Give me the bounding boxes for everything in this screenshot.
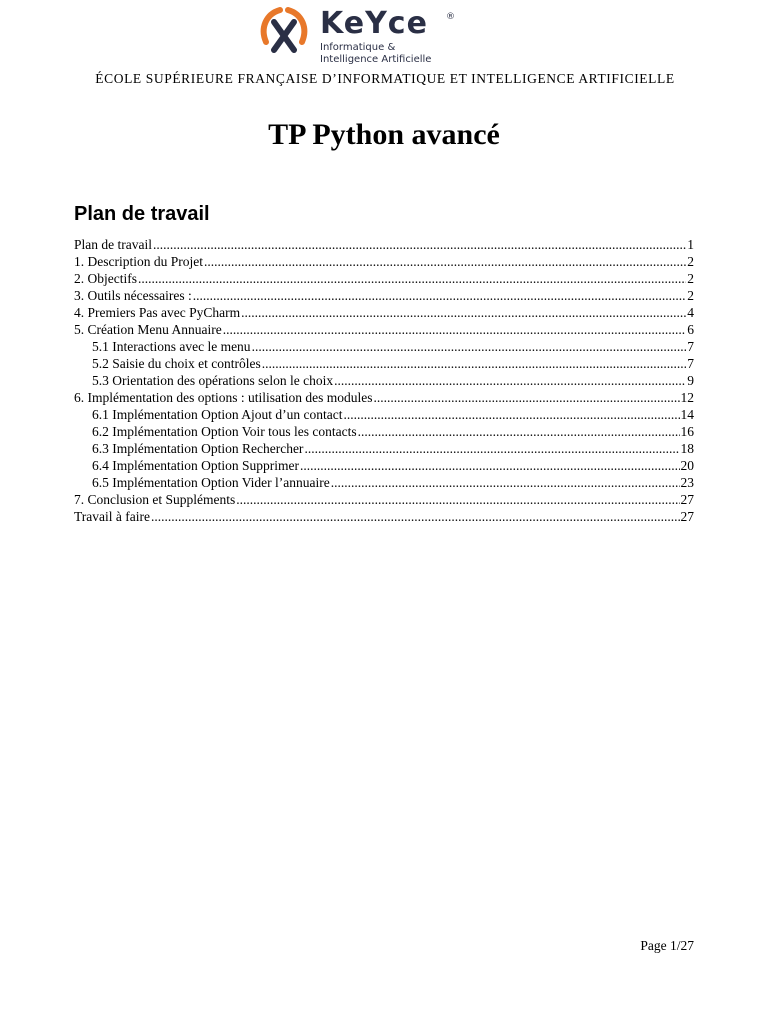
toc-entry[interactable]	[74, 287, 694, 304]
toc-entry-label: 6. Implémentation des options : utilisation des modules	[74, 390, 373, 405]
toc-entry[interactable]	[74, 474, 694, 491]
toc-leader-dots	[193, 287, 687, 304]
toc-entry[interactable]	[74, 423, 694, 440]
toc-leader-dots	[373, 389, 679, 406]
toc-entry-label: Travail à faire	[74, 509, 150, 524]
toc-entry-page: 9	[687, 373, 694, 388]
toc-leader-dots	[343, 406, 679, 423]
toc-leader-dots	[236, 491, 679, 508]
toc-entry[interactable]	[74, 372, 694, 389]
keyce-logo	[254, 6, 494, 66]
toc-entry[interactable]	[74, 355, 694, 372]
toc-entry-label: 5.1 Interactions avec le menu	[92, 339, 251, 354]
toc-leader-dots	[153, 236, 686, 253]
toc-entry[interactable]	[74, 491, 694, 508]
toc-leader-dots	[138, 270, 686, 287]
toc-entry-page: 6	[687, 322, 694, 337]
school-name: ÉCOLE SUPÉRIEURE FRANÇAISE D’INFORMATIQUE ET INTELLIGENCE ARTIFICIELLE	[95, 71, 675, 86]
toc-entry[interactable]	[74, 406, 694, 423]
toc-entry-page: 1	[687, 237, 694, 252]
logo-brand: KeYce	[320, 6, 428, 41]
page-number: Page 1/27	[640, 938, 694, 953]
toc-leader-dots	[223, 321, 687, 338]
toc-leader-dots	[262, 355, 687, 372]
toc-leader-dots	[151, 508, 680, 525]
toc-leader-dots	[358, 423, 680, 440]
toc-entry[interactable]	[74, 270, 694, 287]
toc-entry-label: 6.2 Implémentation Option Voir tous les contacts	[92, 424, 357, 439]
document-title: TP Python avancé	[268, 118, 500, 151]
toc-entry-label: 4. Premiers Pas avec PyCharm	[74, 305, 241, 320]
toc-entry-page: 20	[680, 458, 694, 473]
toc-entry-label: 6.1 Implémentation Option Ajout d’un contact	[92, 407, 343, 422]
toc-entry-label: 6.5 Implémentation Option Vider l’annuaire	[92, 475, 330, 490]
toc-entry[interactable]	[74, 440, 694, 457]
toc-entry-label: Plan de travail	[74, 237, 152, 252]
toc-leader-dots	[300, 457, 680, 474]
toc-entry-page: 7	[687, 339, 694, 354]
toc-entry-label: 6.3 Implémentation Option Rechercher	[92, 441, 304, 456]
toc-entry-page: 27	[680, 509, 694, 524]
toc-entry-label: 7. Conclusion et Suppléments	[74, 492, 236, 507]
registered-mark: ®	[446, 12, 455, 22]
toc-entry-page: 18	[680, 441, 694, 456]
toc-entry-page: 2	[687, 271, 694, 286]
toc-entry-page: 4	[687, 305, 694, 320]
toc-entry[interactable]	[74, 236, 694, 253]
toc-entry[interactable]	[74, 253, 694, 270]
toc-entry[interactable]	[74, 457, 694, 474]
logo-subtitle-1: Informatique &	[320, 42, 396, 53]
toc-entry[interactable]	[74, 321, 694, 338]
toc-leader-dots	[334, 372, 686, 389]
toc-entry-page: 16	[680, 424, 694, 439]
toc-entry-page: 23	[680, 475, 694, 490]
toc-entry-label: 2. Objectifs	[74, 271, 137, 286]
toc-leader-dots	[331, 474, 680, 491]
toc-heading: Plan de travail	[74, 203, 210, 225]
toc-entry-label: 1. Description du Projet	[74, 254, 203, 269]
toc-leader-dots	[204, 253, 686, 270]
toc-entry-page: 7	[687, 356, 694, 371]
toc-entry-page: 27	[680, 492, 694, 507]
toc-entry-label: 3. Outils nécessaires :	[74, 288, 192, 303]
toc-leader-dots	[304, 440, 679, 457]
toc-entry-page: 2	[687, 254, 694, 269]
keyce-logo-icon	[254, 6, 314, 62]
toc-entry[interactable]	[74, 304, 694, 321]
table-of-contents	[74, 236, 694, 525]
toc-entry-page: 12	[680, 390, 694, 405]
toc-entry-label: 5.3 Orientation des opérations selon le choix	[92, 373, 334, 388]
toc-leader-dots	[241, 304, 686, 321]
toc-entry-label: 6.4 Implémentation Option Supprimer	[92, 458, 299, 473]
toc-entry-page: 14	[680, 407, 694, 422]
toc-entry-label: 5. Création Menu Annuaire	[74, 322, 222, 337]
toc-entry-page: 2	[687, 288, 694, 303]
toc-entry[interactable]	[74, 338, 694, 355]
toc-entry[interactable]	[74, 508, 694, 525]
toc-entry[interactable]	[74, 389, 694, 406]
toc-entry-label: 5.2 Saisie du choix et contrôles	[92, 356, 261, 371]
logo-subtitle-2: Intelligence Artificielle	[320, 54, 432, 65]
toc-leader-dots	[252, 338, 687, 355]
